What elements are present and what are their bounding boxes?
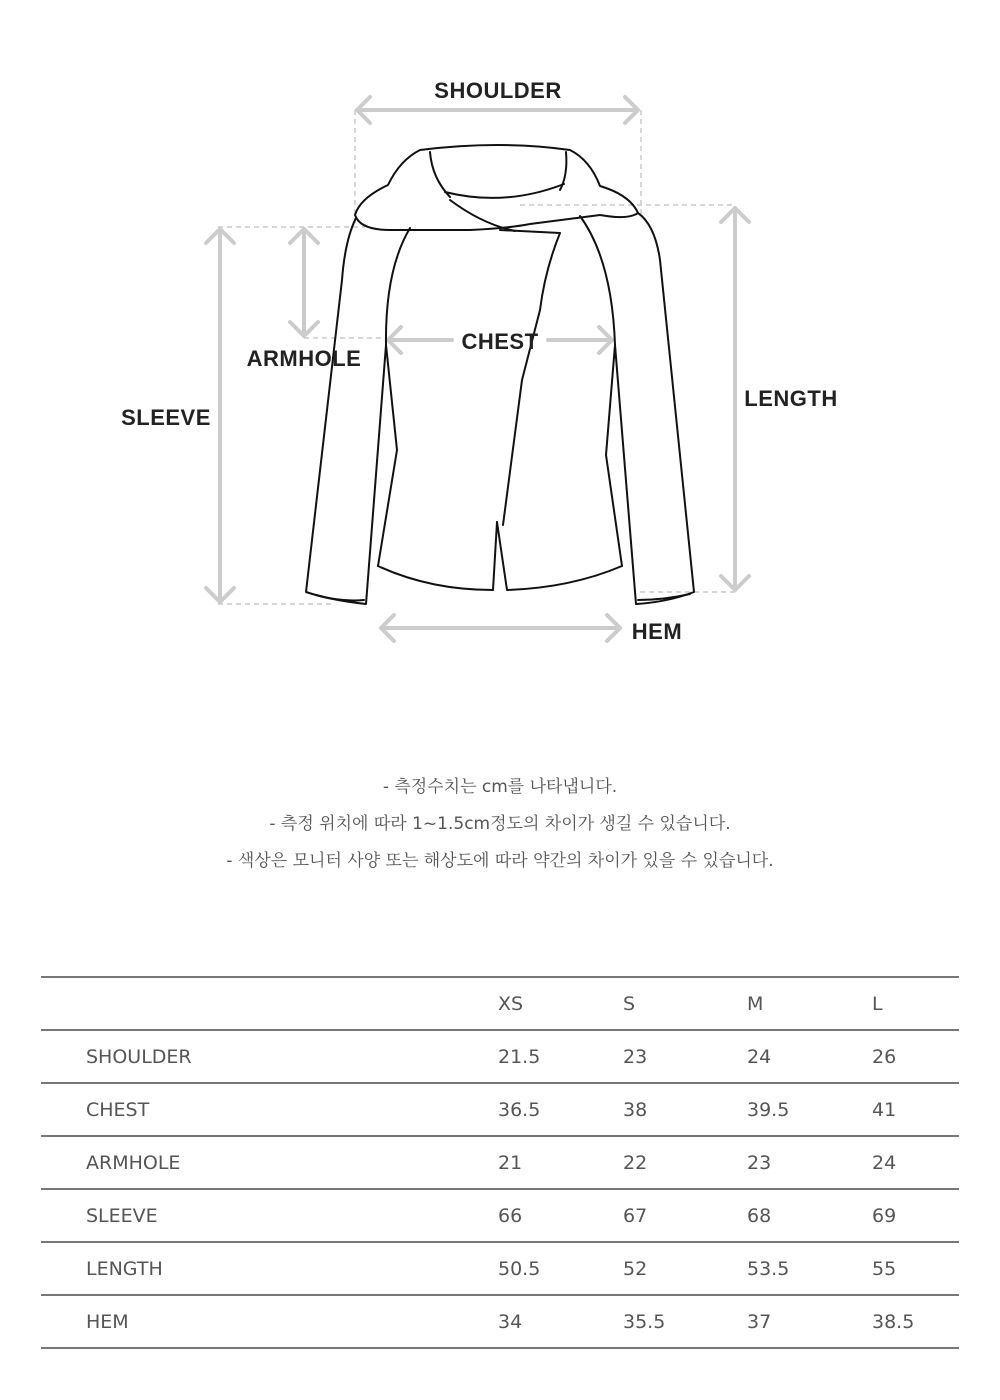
table-cell: 21.5 <box>498 1030 623 1083</box>
row-label: CHEST <box>41 1083 498 1136</box>
left-cuff <box>316 595 364 600</box>
table-cell: 66 <box>498 1189 623 1242</box>
table-cell: 38.5 <box>872 1295 959 1348</box>
chest-label: CHEST <box>461 329 539 354</box>
table-cell: 22 <box>623 1136 747 1189</box>
right-sleeve <box>615 213 694 604</box>
body-right-side <box>580 216 622 566</box>
collar-roll <box>445 184 564 198</box>
table-row <box>41 1030 959 1083</box>
collar-outline <box>355 145 638 230</box>
table-cell: 53.5 <box>747 1242 872 1295</box>
vent-left <box>378 522 497 590</box>
table-cell: 23 <box>623 1030 747 1083</box>
collar-inner-left <box>430 152 450 197</box>
header-cell-m: M <box>747 977 872 1030</box>
table-cell: 52 <box>623 1242 747 1295</box>
sleeve-label: SLEEVE <box>121 405 211 430</box>
table-cell: 37 <box>747 1295 872 1348</box>
table-cell: 68 <box>747 1189 872 1242</box>
row-label: HEM <box>41 1295 498 1348</box>
note-line: - 측정수치는 cm를 나타냅니다. <box>382 777 618 797</box>
collar-fold <box>450 200 515 231</box>
table-row <box>41 1083 959 1136</box>
measurement-notes <box>0 772 1000 883</box>
header-cell-xs: XS <box>498 977 623 1030</box>
table-cell: 35.5 <box>623 1295 747 1348</box>
hem-arrow <box>381 615 620 641</box>
table-cell: 39.5 <box>747 1083 872 1136</box>
header-cell-s: S <box>623 977 747 1030</box>
table-cell: 50.5 <box>498 1242 623 1295</box>
table-cell: 34 <box>498 1295 623 1348</box>
table-row <box>41 1136 959 1189</box>
table-row <box>41 1295 959 1348</box>
note-line: - 측정 위치에 따라 1~1.5cm정도의 차이가 생길 수 있습니다. <box>269 814 731 834</box>
note-line: - 색상은 모니터 사양 또는 해상도에 따라 약간의 차이가 있을 수 있습니다. <box>226 851 774 871</box>
vent-right <box>497 522 622 590</box>
armhole-arrow <box>290 229 318 336</box>
row-label: SHOULDER <box>41 1030 498 1083</box>
header-cell-empty <box>41 977 498 1030</box>
jacket-illustration <box>306 145 694 604</box>
table-cell: 24 <box>747 1030 872 1083</box>
table-cell: 69 <box>872 1189 959 1242</box>
header-cell-l: L <box>872 977 959 1030</box>
table-cell: 55 <box>872 1242 959 1295</box>
row-label: LENGTH <box>41 1242 498 1295</box>
size-table <box>41 976 959 1349</box>
armhole-label: ARMHOLE <box>246 346 362 371</box>
table-cell: 38 <box>623 1083 747 1136</box>
table-row <box>41 1242 959 1295</box>
table-cell: 26 <box>872 1030 959 1083</box>
row-label: SLEEVE <box>41 1189 498 1242</box>
table-row <box>41 1189 959 1242</box>
table-cell: 24 <box>872 1136 959 1189</box>
table-cell: 67 <box>623 1189 747 1242</box>
left-sleeve <box>306 218 386 604</box>
front-placket <box>500 230 560 525</box>
hem-label: HEM <box>631 619 683 644</box>
table-cell: 23 <box>747 1136 872 1189</box>
table-cell: 36.5 <box>498 1083 623 1136</box>
table-cell: 41 <box>872 1083 959 1136</box>
row-label: ARMHOLE <box>41 1136 498 1189</box>
shoulder-label: SHOULDER <box>434 78 562 103</box>
table-header-row <box>41 977 959 1030</box>
length-label: LENGTH <box>744 386 838 411</box>
table-cell: 21 <box>498 1136 623 1189</box>
